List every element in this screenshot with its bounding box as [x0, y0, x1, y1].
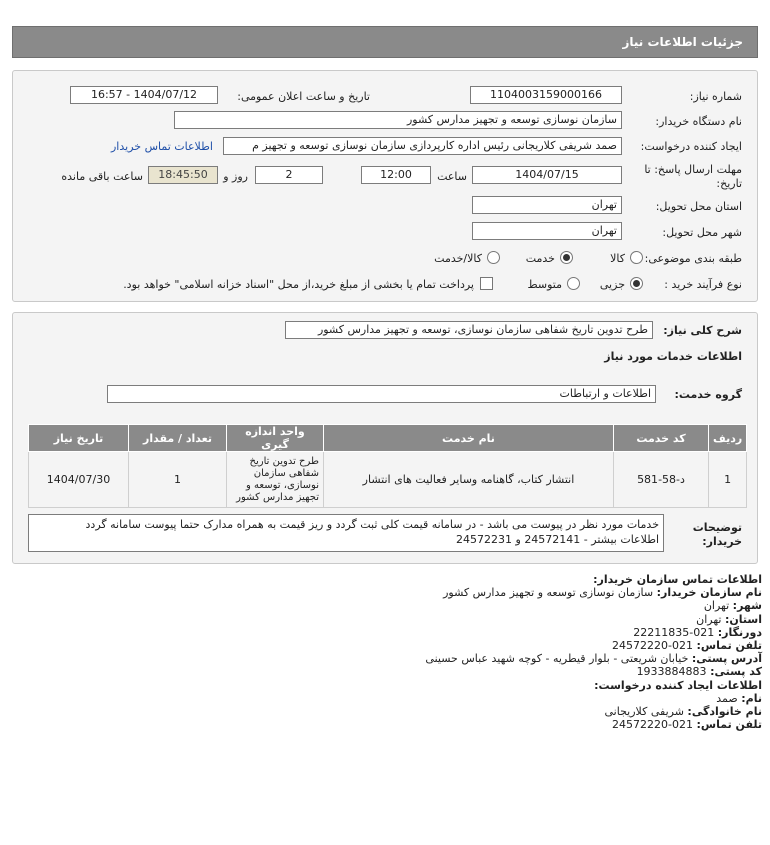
radio-medium[interactable]	[567, 277, 580, 290]
buyer-notes-label-2: خریدار:	[702, 535, 742, 548]
radio-goods[interactable]	[630, 251, 643, 264]
remaining-time-field: 18:45:50	[148, 166, 218, 184]
process-option-small[interactable]	[630, 277, 643, 293]
creator-name-value: صمد	[716, 691, 738, 705]
province-label: استان محل تحویل:	[655, 200, 742, 213]
city-field[interactable]: تهران	[472, 222, 622, 240]
col-qty: تعداد / مقدار	[129, 425, 227, 452]
announce-field[interactable]: 1404/07/12 - 16:57	[70, 86, 218, 104]
province-field[interactable]: تهران	[472, 196, 622, 214]
deadline-label: مهلت ارسال پاسخ: تا	[644, 163, 742, 176]
contact-postal-label: کد پستی:	[710, 665, 762, 679]
cell-qty: 1	[129, 452, 227, 508]
radio-small[interactable]	[630, 277, 643, 290]
creator-family-value: شریفی کلاریجانی	[604, 705, 684, 719]
creator-name-label: نام:	[741, 691, 762, 705]
category-option-service[interactable]	[560, 251, 573, 267]
services-table-wrap	[28, 424, 747, 508]
deadline-time-label: ساعت	[437, 170, 467, 183]
cell-unit: طرح تدوین تاریخ شفاهی سازمان نوسازی، توسعه و تجهیز مدارس کشور	[227, 452, 324, 508]
radio-goods-service[interactable]	[487, 251, 500, 264]
buyer-contact-link[interactable]: اطلاعات تماس خریدار	[111, 140, 213, 153]
buyer-notes-label: توضیحات	[692, 521, 742, 534]
contact-fax	[425, 626, 762, 639]
contact-org	[425, 586, 762, 599]
contact-fax-label: دورنگار:	[717, 625, 762, 639]
contact-org-value: سازمان نوسازی توسعه و تجهیز مدارس کشور	[443, 586, 654, 600]
need-number-field[interactable]: 1104003159000166	[470, 86, 622, 104]
treasury-checkbox[interactable]	[480, 277, 493, 290]
contact-address-label: آدرس پستی:	[691, 652, 762, 666]
contact-city-label: شهر:	[732, 599, 762, 613]
contact-phone-label: تلفن تماس:	[696, 639, 762, 653]
creator-family-label: نام خانوادگی:	[687, 705, 762, 719]
services-table	[28, 424, 747, 508]
treasury-note: پرداخت تمام یا بخشی از مبلغ خرید،از محل "اسناد خزانه اسلامی" خواهد بود.	[123, 278, 474, 291]
contact-section	[425, 573, 762, 731]
category-option-both[interactable]	[487, 251, 500, 267]
process-small-label: جزیی	[599, 278, 625, 291]
cell-date: 1404/07/30	[29, 452, 129, 508]
cell-name: انتشار کتاب، گاهنامه وسایر فعالیت های انتشار	[324, 452, 614, 508]
creator-name	[425, 692, 762, 705]
city-label: شهر محل تحویل:	[662, 226, 742, 239]
page-header	[12, 26, 758, 58]
category-both-label: کالا/خدمت	[434, 252, 482, 265]
contact-phone	[425, 639, 762, 652]
creator-heading: اطلاعات ایجاد کننده درخواست:	[594, 678, 762, 692]
contact-city	[425, 599, 762, 612]
need-info-panel	[12, 70, 758, 302]
contact-heading: اطلاعات تماس سازمان خریدار:	[593, 573, 762, 586]
deadline-date-label: تاریخ:	[716, 177, 742, 190]
cell-code: د-58-581	[614, 452, 709, 508]
announce-label: تاریخ و ساعت اعلان عمومی:	[237, 90, 370, 103]
col-row: ردیف	[709, 425, 747, 452]
col-code: کد خدمت	[614, 425, 709, 452]
days-label: روز و	[223, 170, 248, 183]
creator-label: ایجاد کننده درخواست:	[640, 140, 742, 153]
col-unit: واحد اندازه گیری	[227, 425, 324, 452]
buyer-notes-box	[28, 514, 664, 552]
page-title: جزئیات اطلاعات نیاز	[622, 35, 743, 49]
group-field[interactable]: اطلاعات و ارتباطات	[107, 385, 656, 403]
contact-province-value: تهران	[696, 612, 722, 626]
contact-org-label: نام سازمان خریدار:	[656, 586, 762, 600]
table-row[interactable]	[29, 452, 747, 508]
contact-province	[425, 613, 762, 626]
radio-service[interactable]	[560, 251, 573, 264]
cell-row: 1	[709, 452, 747, 508]
col-name: نام خدمت	[324, 425, 614, 452]
contact-address	[425, 652, 762, 665]
services-heading: اطلاعات خدمات مورد نیاز	[604, 350, 742, 363]
table-header-row	[29, 425, 747, 452]
days-field[interactable]: 2	[255, 166, 323, 184]
contact-province-label: استان:	[725, 612, 762, 626]
process-label: نوع فرآیند خرید :	[664, 278, 742, 291]
buyer-label: نام دستگاه خریدار:	[655, 115, 742, 128]
category-service-label: خدمت	[525, 252, 555, 265]
summary-label: شرح کلی نیاز:	[663, 324, 742, 337]
buyer-notes-line-2: اطلاعات بیشتر - 24572141 و 24572231	[456, 533, 659, 546]
group-label: گروه خدمت:	[674, 388, 742, 401]
contact-postal-value: 1933884883	[636, 665, 707, 679]
category-label: طبقه بندی موضوعی:	[644, 252, 742, 265]
col-date: تاریخ نیاز	[29, 425, 129, 452]
process-medium-label: متوسط	[527, 278, 562, 291]
need-number-label: شماره نیاز:	[689, 90, 742, 103]
creator-phone-value: 021-24572220	[612, 718, 694, 732]
contact-address-value: خیابان شریعتی - بلوار قیطریه - کوچه شهید عباس حسینی	[425, 652, 689, 666]
deadline-time-field[interactable]: 12:00	[361, 166, 431, 184]
creator-phone	[425, 718, 762, 731]
contact-city-value: تهران	[703, 599, 730, 613]
category-goods-label: کالا	[610, 252, 625, 265]
buyer-notes-line-1: خدمات مورد نظر در پیوست می باشد - در سامانه قیمت کلی ثبت گردد و ریز قیمت به همراه مدارک حتما پیوست سامانه گردد	[85, 518, 659, 531]
summary-field[interactable]: طرح تدوین تاریخ شفاهی سازمان نوسازی، توسعه و تجهیز مدارس کشور	[285, 321, 653, 339]
deadline-date-field[interactable]: 1404/07/15	[472, 166, 622, 184]
creator-phone-label: تلفن تماس:	[696, 718, 762, 732]
contact-fax-value: 021-22211835	[633, 625, 715, 639]
buyer-field[interactable]: سازمان نوسازی توسعه و تجهیز مدارس کشور	[174, 111, 622, 129]
contact-phone-value: 021-24572220	[612, 639, 694, 653]
process-option-medium[interactable]	[567, 277, 580, 293]
creator-family	[425, 705, 762, 718]
creator-field[interactable]: صمد شریفی کلاریجانی رئیس اداره کارپردازی سازمان نوسازی توسعه و تجهیز م	[223, 137, 622, 155]
remaining-label: ساعت باقی مانده	[61, 170, 143, 183]
category-option-goods[interactable]	[630, 251, 643, 267]
contact-postal	[425, 665, 762, 678]
